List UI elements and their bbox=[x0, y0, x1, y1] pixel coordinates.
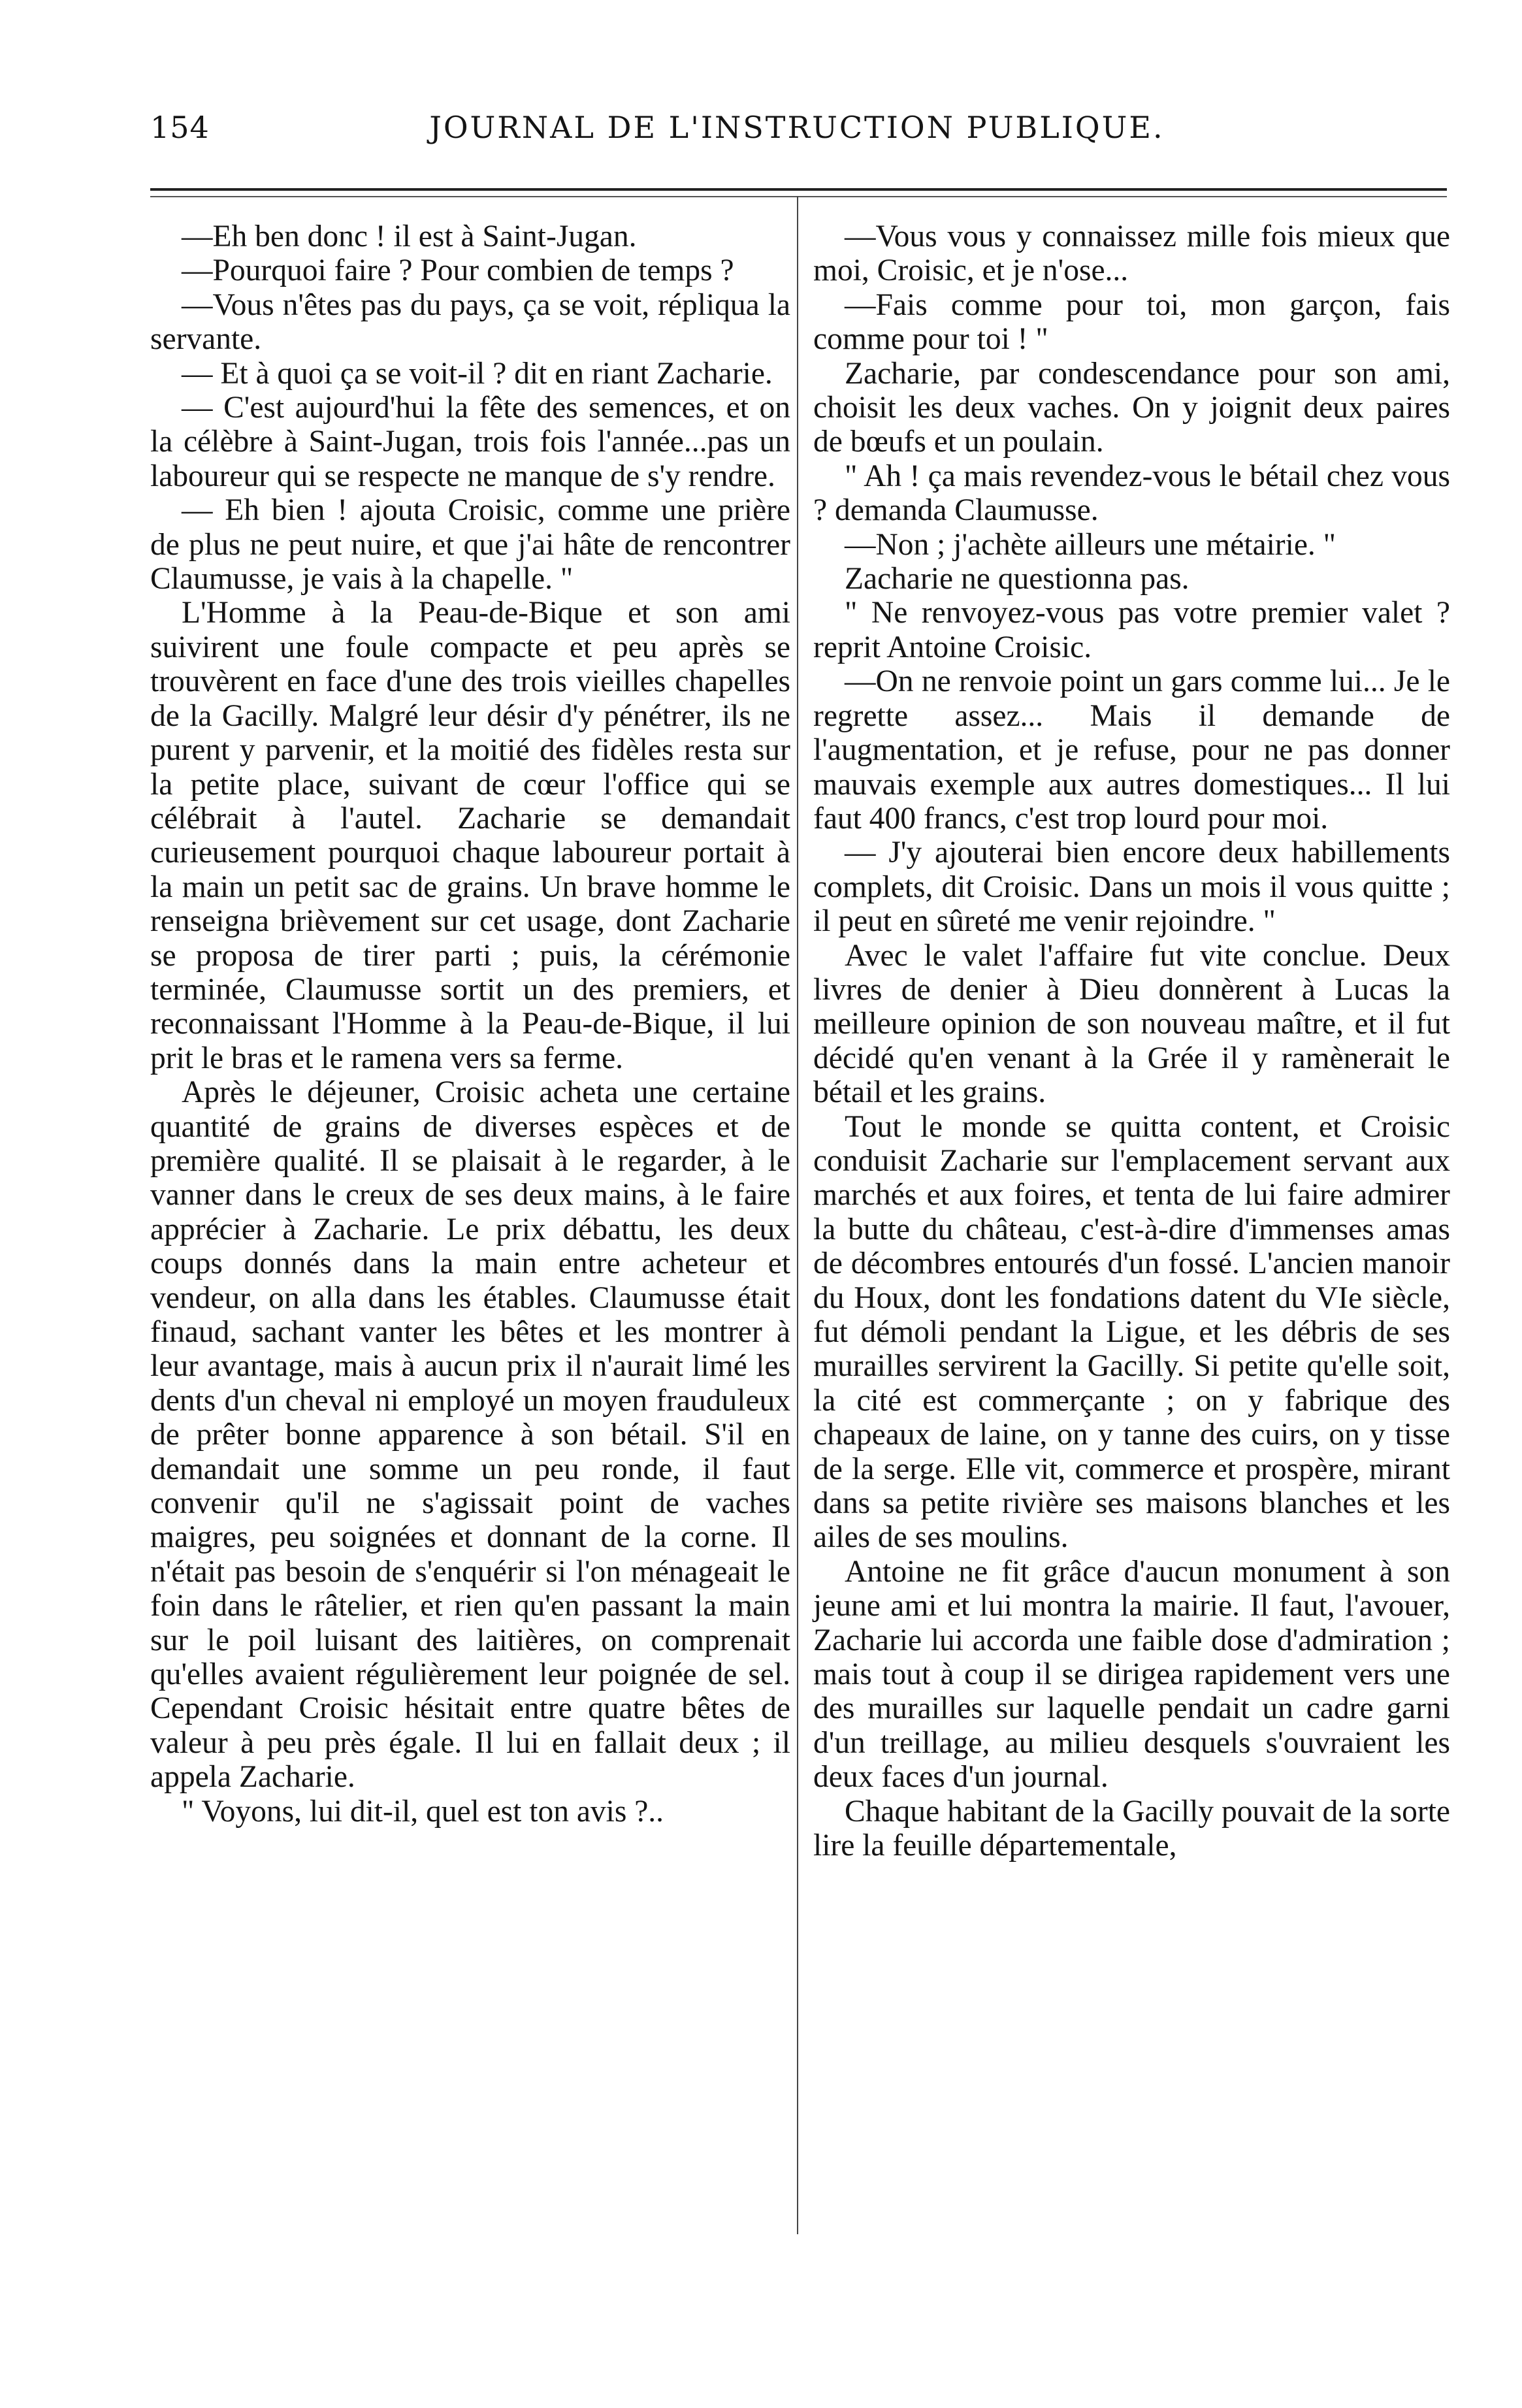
column-separator bbox=[797, 196, 798, 2234]
paragraph: Zacharie, par condescendance pour son ami, choisit les deux vaches. On y joignit deux paires de bœufs et un poulain. bbox=[813, 356, 1450, 459]
paragraph: — Eh bien ! ajouta Croisic, comme une prière de plus ne peut nuire, et que j'ai hâte de rencontrer Claumusse, je vais à la chapelle. " bbox=[150, 493, 790, 596]
paragraph: Tout le monde se quitta content, et Croisic conduisit Zacharie sur l'emplacement servant aux marchés et aux foires, et tenta de lui faire admirer la butte du château, c'est-à-dire d'immenses amas de décombres entourés d'un fossé. L'ancien manoir du Houx, dont les fondations datent du VIe siècle, fut démoli pendant la Ligue, et les débris de ses murailles servirent la Gacilly. Si petite qu'elle soit, la cité est commerçante ; on y fabrique des chapeaux de laine, on y tanne des cuirs, on y tisse de la serge. Elle vit, commerce et prospère, mirant dans sa petite rivière ses maisons blanches et les ailes de ses moulins. bbox=[813, 1109, 1450, 1555]
page-header bbox=[150, 110, 1444, 155]
paragraph: —Vous n'êtes pas du pays, ça se voit, répliqua la servante. bbox=[150, 287, 790, 357]
paragraph: " Voyons, lui dit-il, quel est ton avis ?.. bbox=[182, 1794, 664, 1829]
paragraph: " Ne renvoyez-vous pas votre premier valet ? reprit Antoine Croisic. bbox=[813, 596, 1450, 664]
left-column bbox=[150, 220, 790, 1829]
paragraph: —Pourquoi faire ? Pour combien de temps ? bbox=[182, 253, 734, 288]
paragraph: — Et à quoi ça se voit-il ? dit en riant Zacharie. bbox=[182, 356, 773, 391]
right-column bbox=[813, 220, 1450, 1863]
paragraph: Zacharie ne questionna pas. bbox=[845, 562, 1190, 596]
paragraph: —Fais comme pour toi, mon garçon, fais comme pour toi ! " bbox=[813, 287, 1450, 357]
header-rule-thin bbox=[150, 196, 1447, 197]
paragraph: —Eh ben donc ! il est à Saint-Jugan. bbox=[182, 220, 637, 253]
paragraph: —Vous vous y connaissez mille fois mieux que moi, Croisic, et je n'ose... bbox=[813, 220, 1450, 288]
paragraph: — C'est aujourd'hui la fête des semences, et on la célèbre à Saint-Jugan, trois fois l'année...pas un laboureur qui se respecte ne manque de s'y rendre. bbox=[150, 391, 790, 493]
paragraph: Après le déjeuner, Croisic acheta une certaine quantité de grains de diverses espèces et de première qualité. Il se plaisait à le regarder, à le vanner dans le creux de ses deux mains, à le faire apprécier à Zacharie. Le prix débattu, les deux coups donnés dans la main entre acheteur et vendeur, on alla dans les étables. Claumusse était finaud, sachant vanter les bêtes et les montrer à leur avantage, mais à aucun prix il n'aurait limé les dents d'un cheval ni employé un moyen frauduleux de prêter bonne apparence à son bétail. S'il en demandait une somme un peu ronde, il faut convenir qu'il ne s'agissait point de vaches maigres, peu soignées et donnant de la corne. Il n'était pas besoin de s'enquérir si l'on ménageait le foin dans le râtelier, et rien qu'en passant la main sur le poil luisant des laitières, on comprenait qu'elles avaient régulièrement leur poignée de sel. Cependant Croisic hésitait entre quatre bêtes de valeur à peu près égale. Il lui en fallait deux ; il appela Zacharie. bbox=[150, 1075, 790, 1795]
paragraph: Antoine ne fit grâce d'aucun monument à son jeune ami et lui montra la mairie. Il faut, l'avouer, Zacharie lui accorda une faible dose d'admiration ; mais tout à coup il se dirigea rapidement vers une des murailles sur laquelle pendait un cadre garni d'un treillage, au milieu desquels s'ouvraient les deux faces d'un journal. bbox=[813, 1554, 1450, 1795]
paragraph: Chaque habitant de la Gacilly pouvait de la sorte lire la feuille départementale, bbox=[813, 1794, 1450, 1863]
paragraph: L'Homme à la Peau-de-Bique et son ami suivirent une foule compacte et peu après se trouvèrent en face d'une des trois vieilles chapelles de la Gacilly. Malgré leur désir d'y pénétrer, ils ne purent y parvenir, et la moitié des fidèles resta sur la petite place, suivant de cœur l'office qui se célébrait à l'autel. Zacharie se demandait curieusement pourquoi chaque laboureur portait à la main un petit sac de grains. Un brave homme le renseigna brièvement sur cet usage, dont Zacharie se proposa de tirer parti ; puis, la cérémonie terminée, Claumusse sortit un des premiers, et reconnaissant l'Homme à la Peau-de-Bique, il lui prit le bras et le ramena vers sa ferme. bbox=[150, 596, 790, 1075]
header-rule bbox=[150, 188, 1447, 191]
paragraph: — J'y ajouterai bien encore deux habillements complets, dit Croisic. Dans un mois il vous quitte ; il peut en sûreté me venir rejoindre. " bbox=[813, 836, 1450, 939]
paragraph: —Non ; j'achète ailleurs une métairie. " bbox=[845, 527, 1336, 562]
paragraph: " Ah ! ça mais revendez-vous le bétail chez vous ? demanda Claumusse. bbox=[813, 459, 1450, 528]
running-title: JOURNAL DE L'INSTRUCTION PUBLIQUE. bbox=[429, 110, 1165, 145]
paragraph: —On ne renvoie point un gars comme lui... Je le regrette assez... Mais il demande de l'augmentation, et je refuse, pour ne pas donner mauvais exemple aux autres domestiques... Il lui faut 400 francs, c'est trop lourd pour moi. bbox=[813, 664, 1450, 836]
paragraph: Avec le valet l'affaire fut vite conclue. Deux livres de denier à Dieu donnèrent à Lucas la meilleure opinion de son nouveau maître, et il fut décidé qu'en venant à la Grée il y ramènerait le bétail et les grains. bbox=[813, 938, 1450, 1110]
page-number: 154 bbox=[150, 110, 210, 145]
